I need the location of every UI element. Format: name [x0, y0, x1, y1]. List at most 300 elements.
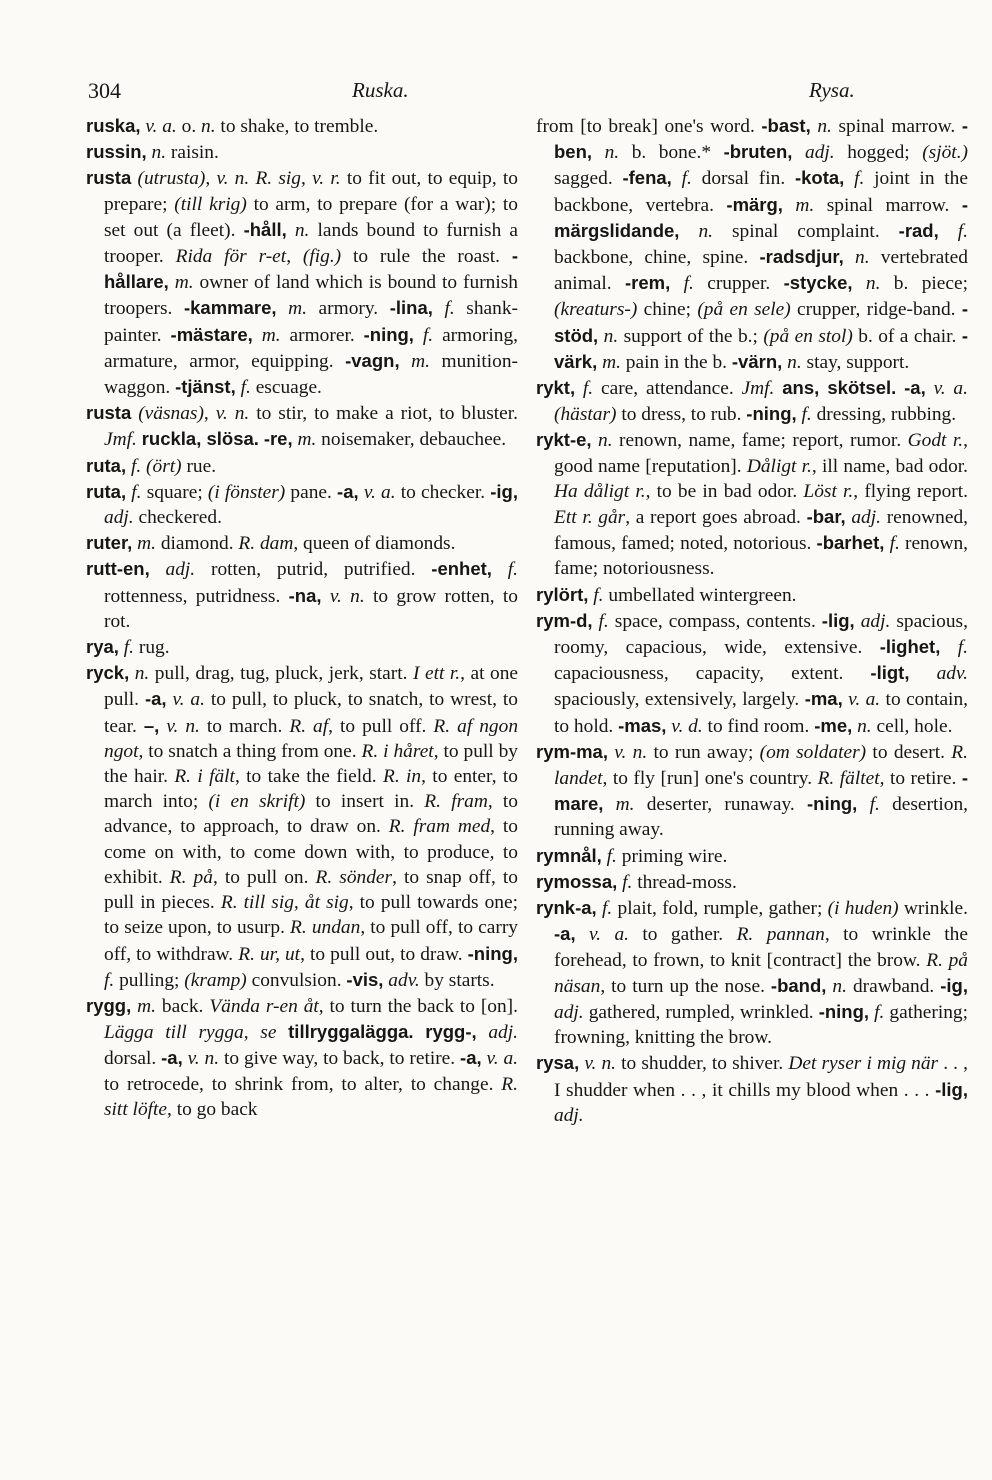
entry-text: sagged.	[554, 168, 623, 190]
entry-text: spaciously, extensively, largely.	[554, 689, 805, 711]
entry-headword: rym-ma,	[536, 740, 608, 762]
entry-italic: adv.	[936, 663, 968, 685]
entry-italic: Ha dåligt r.	[554, 480, 646, 502]
entry-italic: Godt r.	[907, 430, 964, 452]
entry-text	[670, 273, 683, 294]
entry-subword: -me,	[814, 714, 853, 736]
entry-text: o.	[176, 116, 202, 137]
entry-text: to rule the roast.	[341, 246, 512, 268]
entry-text	[940, 637, 957, 658]
entry-text: dorsal.	[104, 1048, 162, 1070]
entry-text: ,	[286, 246, 303, 268]
entry-italic: R. pannan	[736, 924, 825, 946]
entry-italic: f.	[104, 969, 115, 991]
entry-italic: n.	[698, 220, 713, 242]
entry-text: b. of a chair.	[852, 325, 962, 347]
entry-italic: adj.	[165, 559, 196, 581]
entry-headword: rykt,	[536, 377, 576, 399]
dictionary-entry	[536, 869, 968, 895]
entry-subword: -ning,	[363, 323, 414, 345]
entry-italic: v. n.	[215, 403, 250, 425]
entry-italic: f.	[801, 404, 812, 426]
entry-italic: (fig.)	[302, 246, 342, 268]
entry-text: pane.	[285, 481, 338, 503]
entry-text	[414, 1022, 426, 1043]
entry-text: deserter, runaway.	[634, 794, 807, 816]
entry-italic: R. sitt löfte	[104, 1073, 518, 1120]
entry-italic: R. fältet	[817, 768, 880, 790]
entry-text: back.	[156, 995, 210, 1017]
running-head-left: Ruska.	[352, 78, 409, 102]
entry-headword: rym-d,	[536, 609, 593, 631]
entry-text: to stir, to make a riot, to bluster.	[249, 403, 518, 425]
entry-text: renown, name, fame; report, rumor.	[612, 430, 908, 452]
entry-subword: tillryggalägga.	[288, 1021, 414, 1043]
entry-italic: R. till sig, åt sig	[220, 892, 349, 914]
entry-text: joint in the backbone, vertebra.	[554, 168, 968, 216]
entry-text: noisemaker, debauchee.	[316, 429, 507, 451]
entry-italic: (i fönster)	[207, 481, 286, 503]
entry-text: rug.	[134, 637, 170, 659]
entry-italic: v. a. (hästar)	[554, 378, 968, 426]
entry-italic: v. n.	[614, 741, 648, 763]
entry-text: backbone, chine, spine.	[554, 247, 760, 269]
entry-italic: R. landet	[554, 741, 968, 790]
page-number: 304	[88, 78, 121, 103]
entry-subword: -stöd,	[554, 298, 968, 346]
entry-text: , to retire.	[879, 768, 962, 790]
entry-text: , to pull by the hair.	[104, 740, 519, 788]
entry-text: to give way, to back, to retire.	[219, 1048, 461, 1070]
entry-text	[896, 378, 904, 399]
entry-text	[853, 273, 866, 294]
entry-text	[477, 1022, 489, 1043]
entry-italic: v. r.	[312, 168, 341, 190]
entry-italic: m.	[288, 298, 307, 320]
entry-text: , to be in bad odor.	[645, 480, 804, 502]
entry-text: to desert.	[866, 741, 952, 763]
entry-italic: f.	[507, 559, 518, 581]
entry-text: to find room.	[702, 715, 815, 737]
entry-text: to shake, to tremble.	[215, 116, 379, 137]
entry-text: . . , I shudder when . . , it chills my blood when . . .	[554, 1053, 968, 1101]
entry-headword: rya,	[86, 636, 119, 658]
entry-subword: -ben,	[554, 115, 968, 163]
entry-italic: n.	[832, 975, 847, 997]
entry-text: to insert in.	[305, 791, 425, 813]
entry-italic: n.	[817, 116, 832, 137]
entry-headword: rykt-e,	[536, 429, 592, 451]
entry-italic: m.	[602, 351, 621, 373]
entry-text	[433, 298, 445, 319]
entry-text	[287, 220, 295, 241]
entry-subword: ans, skötsel.	[782, 377, 897, 399]
entry-italic: n.	[855, 247, 870, 269]
entry-subword: -ig,	[940, 974, 968, 996]
entry-text: , to snap off, to pull in pieces.	[104, 866, 518, 914]
entry-text: , good name [reputation].	[554, 430, 968, 477]
entry-italic: n.	[598, 430, 613, 452]
entry-italic: m.	[137, 995, 157, 1017]
entry-text	[414, 325, 423, 346]
running-head-right: Rysa.	[809, 78, 855, 102]
entry-text: umbellated wintergreen.	[603, 584, 797, 606]
entry-headword: rylört,	[536, 583, 589, 605]
entry-text: care, attendance.	[593, 378, 742, 400]
entry-subword: -lig,	[821, 609, 855, 631]
entry-italic: f.	[606, 845, 617, 867]
entry-italic: v. n.	[166, 715, 200, 737]
entry-italic: adj.	[554, 1104, 584, 1126]
entry-text: space, compass, contents.	[608, 610, 822, 632]
entry-italic: Jmf.	[104, 429, 137, 451]
entry-text: raisin.	[166, 142, 219, 164]
entry-subword: -lina,	[389, 297, 433, 319]
entry-subword: -håll,	[243, 218, 287, 240]
entry-italic: Vända r-en åt	[209, 995, 319, 1017]
entry-subword: -fena,	[622, 167, 672, 189]
entry-italic: m.	[137, 533, 156, 555]
dictionary-entry	[536, 843, 968, 869]
entry-text: rotten, putrid, putrified.	[195, 559, 432, 581]
entry-italic: (på en sele)	[697, 299, 791, 321]
dictionary-entry	[536, 895, 968, 1050]
entry-subword: -radsdjur,	[759, 246, 844, 268]
entry-italic: adj.	[554, 1001, 584, 1023]
entry-subword: -barhet,	[816, 532, 885, 554]
entry-text: gathered, rumpled, wrinkled.	[583, 1001, 819, 1023]
entry-italic: f.	[240, 377, 251, 399]
entry-subword: -bar,	[806, 506, 846, 528]
entry-headword: ruta,	[86, 454, 127, 476]
entry-subword: -stycke,	[783, 272, 853, 294]
entry-italic: n.	[151, 142, 167, 164]
entry-italic: (kramp)	[184, 969, 247, 991]
entry-text	[603, 794, 615, 815]
entry-text: rue.	[181, 455, 217, 477]
entry-text	[792, 142, 805, 163]
entry-italic: v. a.	[172, 689, 205, 711]
entry-text: gathering; frowning, knitting the brow.	[554, 1001, 969, 1049]
entry-subword: -bast,	[761, 115, 811, 136]
entry-italic: f.	[131, 481, 142, 503]
entry-italic: v. n.	[187, 1048, 220, 1070]
entry-text: spinal complaint.	[712, 220, 899, 242]
entry-italic: adj.	[488, 1022, 518, 1044]
entry-subword: -ning,	[467, 942, 518, 964]
entry-text	[575, 378, 583, 399]
entry-text: , to snatch a thing from one.	[138, 740, 362, 762]
entry-italic: f.	[681, 168, 692, 190]
entry-text	[277, 298, 289, 319]
entry-text: munition-waggon.	[104, 350, 518, 399]
entry-text	[926, 378, 934, 399]
dictionary-entry	[86, 530, 518, 556]
entry-subword: -kammare,	[183, 297, 277, 319]
entry-italic: f.	[957, 220, 968, 242]
entry-text: chine;	[637, 299, 698, 321]
entry-italic: adj.	[104, 507, 134, 529]
entry-italic: m.	[174, 272, 194, 294]
entry-text: armorer.	[280, 324, 364, 346]
entry-italic: n.	[603, 325, 619, 347]
entry-text: escuage.	[250, 377, 322, 399]
entry-text: to gather.	[629, 924, 737, 946]
entry-subword: -mare,	[554, 767, 968, 815]
entry-text: renowned, famous, famed; noted, notorious.	[554, 507, 968, 555]
entry-text	[276, 1022, 288, 1043]
dictionary-entry	[86, 634, 518, 660]
entry-headword: russin,	[86, 141, 147, 163]
dictionary-entry	[86, 479, 518, 530]
entry-subword: -ig,	[490, 480, 518, 502]
entry-text: hogged;	[834, 142, 923, 164]
entry-text: , a report goes abroad.	[625, 507, 807, 529]
entry-italic: n.	[134, 663, 150, 685]
entry-italic: v. n.	[329, 585, 365, 607]
dictionary-entry	[536, 582, 968, 608]
entry-italic: (väsnas)	[138, 403, 204, 425]
entry-italic: v. n. R. sig	[216, 168, 302, 190]
entry-italic: R. undan	[290, 917, 361, 939]
entry-italic: v. a.	[486, 1048, 518, 1070]
entry-text: ,	[205, 168, 217, 190]
entry-italic: (kreaturs-)	[554, 299, 638, 321]
entry-italic: f.	[957, 637, 968, 659]
entry-subword: rygg-,	[425, 1021, 477, 1043]
entry-text: to checker.	[395, 481, 491, 503]
entry-italic: Det ryser i mig när	[788, 1053, 939, 1075]
entry-text: pull, drag, tug, pluck, jerk, start.	[149, 663, 413, 685]
page-header	[84, 78, 964, 108]
entry-text: crupper, ridge-band.	[790, 299, 962, 321]
entry-subword: -mästare,	[170, 323, 253, 345]
entry-subword: -lighet,	[879, 636, 941, 658]
dictionary-entry	[86, 139, 518, 165]
entry-text: ,	[243, 1022, 261, 1044]
entry-text: to arm, to prepare (for a war); to set out (a fleet).	[104, 193, 518, 241]
entry-text: pulling;	[114, 969, 185, 991]
entry-text	[400, 351, 412, 372]
entry-text: dressing, rubbing.	[811, 404, 957, 426]
entry-text: ,	[301, 168, 313, 190]
dictionary-entry	[86, 993, 518, 1122]
entry-italic: n.	[294, 219, 310, 241]
entry-text	[679, 221, 698, 242]
entry-subword: -vagn,	[345, 349, 400, 371]
entry-italic: m.	[615, 794, 635, 816]
entry-text: , at one pull.	[104, 663, 518, 711]
dictionary-entry	[86, 660, 518, 993]
entry-text	[150, 559, 166, 580]
entry-italic: f.	[422, 324, 434, 346]
entry-text: rottenness, putridness.	[104, 585, 289, 607]
entry-italic: Löst r.	[803, 480, 854, 502]
entry-italic: v. a.	[145, 116, 177, 137]
entry-italic: adj.	[851, 507, 881, 529]
entry-text: plait, fold, rumple, gather;	[612, 898, 828, 920]
entry-text	[492, 559, 508, 580]
entry-italic: Ett r. går	[554, 507, 626, 529]
entry-text: pain in the b.	[620, 351, 732, 373]
entry-italic: adj.	[805, 142, 835, 164]
entry-text	[576, 924, 589, 945]
entry-subword: -bruten,	[723, 141, 793, 163]
left-column	[86, 113, 518, 1122]
entry-text: , to pull off.	[328, 715, 434, 737]
entry-subword: -ning,	[806, 793, 858, 815]
entry-italic: n.	[787, 351, 802, 373]
dictionary-entry	[536, 427, 968, 581]
entry-text: ,	[203, 403, 216, 425]
dictionary-entry	[86, 556, 518, 634]
entry-subword: -a,	[554, 923, 576, 945]
entry-text: , to enter, to march into;	[104, 766, 518, 813]
entry-text: b. bone.*	[619, 142, 724, 164]
entry-italic: f.	[622, 871, 633, 893]
entry-italic: Rida för r-et	[175, 246, 287, 268]
entry-italic: I ett r.	[413, 663, 461, 685]
entry-subword: -kota,	[794, 167, 845, 189]
entry-text: , flying report.	[853, 480, 968, 502]
entry-text: , ill name, bad odor.	[811, 455, 969, 477]
entry-italic: (i en skrift)	[208, 791, 306, 813]
entry-headword: rymossa,	[536, 870, 618, 892]
entry-text: to contain, to hold.	[554, 689, 968, 737]
entry-headword: ruska,	[86, 115, 141, 136]
entry-text: , to pull out, to draw.	[300, 943, 468, 965]
entry-italic: R. in	[382, 766, 422, 788]
entry-subword: -märgslidande,	[554, 193, 968, 241]
entry-italic: R. sönder	[315, 866, 393, 888]
entry-subword: -re,	[263, 428, 293, 450]
entry-subword: -märg,	[726, 193, 783, 215]
entry-headword: rymnål,	[536, 844, 602, 866]
entry-subword: -lig,	[935, 1078, 968, 1100]
entry-text: , to turn up the nose.	[600, 975, 771, 997]
entry-text: priming wire.	[616, 845, 728, 867]
entry-text: to dress, to rub.	[616, 404, 747, 426]
entry-headword: ruter,	[86, 532, 133, 554]
entry-text: b. piece;	[880, 273, 968, 295]
entry-italic: R. i håret	[361, 740, 434, 762]
entry-text: , to pull towards one; to seize upon, to usurp.	[104, 892, 518, 939]
entry-text: drawband.	[846, 975, 941, 997]
dictionary-entry	[86, 113, 518, 139]
entry-text: to run away;	[647, 741, 760, 763]
entry-text: to shudder, to shiver.	[616, 1053, 789, 1075]
entry-italic: R. dam	[238, 533, 294, 555]
entry-text: by starts.	[419, 969, 495, 991]
entry-text: support of the b.;	[618, 325, 764, 347]
entry-text	[939, 221, 958, 242]
entry-italic: (till krig)	[174, 193, 247, 215]
entry-text: , to fly [run] one's country.	[602, 768, 818, 790]
entry-text: spacious, roomy, capacious, wide, extensive.	[554, 610, 968, 659]
entry-text: , to wrinkle the forehead, to frown, to knit [contract] the brow.	[554, 924, 968, 971]
entry-italic: m.	[297, 429, 317, 451]
entry-italic: f.	[874, 1001, 885, 1023]
entry-text: thread-moss.	[632, 871, 737, 893]
entry-text: shank-painter.	[104, 298, 518, 346]
entry-headword: rynk-a,	[536, 897, 597, 919]
entry-italic: R. af	[289, 715, 329, 737]
entry-text	[844, 247, 855, 268]
entry-text: lands bound to furnish a trooper.	[104, 219, 518, 268]
dictionary-entry	[536, 113, 968, 375]
entry-subword: -tjänst,	[175, 376, 236, 398]
entry-subword: -värk,	[554, 324, 968, 372]
entry-text: stay, support.	[801, 351, 910, 373]
entry-italic: f.	[683, 273, 694, 295]
entry-italic: (på en stol)	[763, 325, 853, 347]
entry-italic: f.	[444, 298, 455, 320]
entry-subword: -hållare,	[104, 245, 518, 293]
entry-italic: (sjöt.)	[922, 142, 968, 164]
entry-italic: R. fram	[424, 791, 488, 813]
entry-subword: -a,	[904, 377, 926, 399]
entry-subword: -a,	[144, 688, 167, 710]
entry-headword: ryck,	[86, 662, 130, 684]
entry-italic: n.	[865, 273, 881, 295]
entry-italic: se	[260, 1022, 277, 1044]
entry-text: , to pull on.	[212, 866, 316, 888]
entry-italic: m.	[261, 324, 281, 346]
entry-text	[844, 168, 854, 189]
entry-text	[592, 142, 605, 163]
entry-italic: f.	[593, 584, 604, 606]
entry-text: owner of land which is bound to furnish troopers.	[104, 272, 518, 320]
entry-italic: (utrusta)	[137, 168, 206, 190]
entry-italic: (om soldater)	[759, 741, 867, 763]
entry-subword: –,	[143, 714, 160, 736]
entry-italic: n.	[604, 142, 620, 164]
entry-text	[857, 794, 869, 815]
entry-headword: rutt-en,	[86, 558, 150, 580]
entry-subword: -ma,	[804, 688, 843, 710]
entry-text: from [to break] one's word.	[536, 116, 762, 137]
entry-text	[909, 663, 936, 684]
entry-italic: f.	[598, 610, 609, 632]
entry-text: crupper.	[693, 273, 784, 295]
entry-text: , to advance, to approach, to draw on.	[104, 791, 518, 838]
entry-text: spinal marrow.	[814, 194, 962, 216]
entry-text: capaciousness, capacity, extent.	[554, 663, 871, 685]
dictionary-entry	[536, 375, 968, 427]
entry-subword: -ning,	[746, 403, 797, 425]
entry-italic: f.	[869, 794, 880, 816]
dictionary-entry	[86, 453, 518, 479]
entry-subword: -a,	[460, 1047, 482, 1069]
entry-italic: v. a.	[589, 924, 629, 946]
entry-italic: R. på	[169, 866, 213, 888]
entry-subword: -a,	[337, 480, 359, 502]
entry-text: desertion, running away.	[554, 794, 968, 841]
entry-headword: rygg,	[86, 994, 132, 1016]
entry-italic: Lägga till rygga	[104, 1022, 244, 1044]
entry-text: spinal marrow.	[831, 116, 962, 137]
entry-italic: n.	[857, 715, 872, 737]
dictionary-entry	[86, 400, 518, 452]
entry-text	[253, 325, 262, 346]
entry-text: diamond.	[156, 533, 239, 555]
entry-italic: (i huden)	[827, 898, 899, 920]
dictionary-entry	[536, 1050, 968, 1128]
entry-text: convulsion.	[246, 969, 347, 991]
entry-italic: Jmf.	[741, 378, 775, 400]
entry-text	[783, 195, 795, 216]
entry-subword: -rad,	[898, 219, 939, 241]
